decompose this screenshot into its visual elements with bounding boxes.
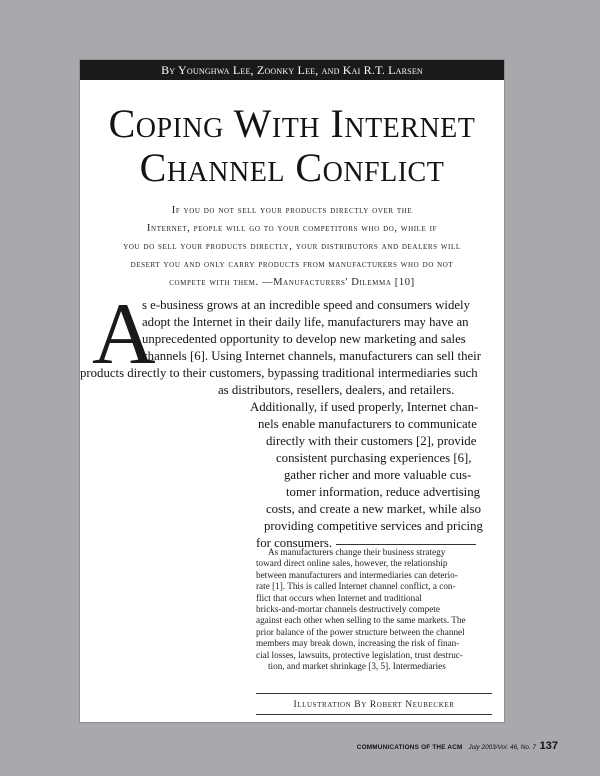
- body-line-text: for consumers.: [256, 536, 333, 550]
- title-line-2: Channel Conflict: [139, 145, 445, 190]
- issue-info: July 2003/Vol. 46, No. 7: [468, 744, 536, 751]
- journal-name: COMMUNICATIONS OF THE ACM: [356, 744, 463, 751]
- column-line: prior balance of the power structure between the channel: [256, 626, 465, 637]
- epigraph-quote: [96, 202, 488, 292]
- column-line: tion, and market shrinkage [3, 5]. Intermediaries: [268, 661, 446, 671]
- credit-rule-top: [256, 693, 492, 694]
- article-page: [80, 60, 504, 722]
- inline-rule: [336, 544, 476, 545]
- body-line: products directly to their customers, bypassing traditional intermediaries such: [80, 366, 478, 380]
- body-line: Additionally, if used properly, Internet chan-: [250, 400, 479, 414]
- title-line-1: Coping With Internet: [108, 101, 476, 146]
- body-line: costs, and create a new market, while also: [266, 502, 481, 516]
- column-line: As manufacturers change their business strategy: [268, 547, 446, 557]
- column-line: against each other when selling to the same markets. The: [256, 615, 466, 626]
- author-byline: By Younghwa Lee, Zoonky Lee, and Kai R.T. Larsen: [80, 60, 504, 80]
- body-line: tomer information, reduce advertising: [286, 485, 481, 499]
- body-line: channels [6]. Using Internet channels, manufacturers can sell their: [142, 349, 481, 363]
- illustration-credit: Illustration By Robert Neubecker: [293, 700, 455, 710]
- body-line: gather richer and more valuable cus-: [284, 468, 472, 482]
- column-line: rate [1]. This is called Internet channel conflict, a con-: [256, 581, 456, 592]
- credit-rule-bottom: [256, 714, 492, 715]
- body-line: directly with their customers [2], provide: [266, 434, 477, 448]
- page-footer: [357, 744, 536, 751]
- article-title: [80, 102, 504, 190]
- quote-line: If you do not sell your products directly over the: [171, 205, 413, 216]
- quote-line: compete with them. —Manufacturers' Dilemma [10]: [169, 277, 415, 288]
- body-line: s e-business grows at an incredible speed and consumers widely: [142, 298, 471, 312]
- body-line: nels enable manufacturers to communicate: [258, 417, 477, 431]
- quote-line: Internet, people will go to your competitors who do, while if: [146, 223, 438, 234]
- column-line: bricks-and-mortar channels destructively compete: [256, 604, 440, 614]
- quote-line: desert you and only carry products from manufacturers who do not: [130, 259, 454, 270]
- drop-cap: A: [92, 286, 156, 383]
- column-line: toward direct online sales, however, the relationship: [256, 558, 448, 569]
- page-number: 137: [539, 740, 558, 752]
- column-line: cial losses, lawsuits, protective legislation, trust destruc-: [256, 649, 463, 660]
- body-line: providing competitive services and pricing: [264, 519, 483, 533]
- body-line: consistent purchasing experiences [6],: [276, 451, 472, 465]
- column-line: members may break down, increasing the risk of finan-: [256, 638, 460, 649]
- quote-line: you do sell your products directly, your distributors and dealers will: [123, 241, 461, 252]
- column-line: flict that occurs when Internet and traditional: [256, 592, 422, 603]
- column-line: between manufacturers and intermediaries can deterio-: [256, 569, 458, 580]
- body-line: unprecedented opportunity to develop new marketing and sales: [142, 332, 466, 346]
- body-line: as distributors, resellers, dealers, and retailers.: [218, 383, 455, 397]
- body-line: adopt the Internet in their daily life, manufacturers may have an: [142, 315, 469, 329]
